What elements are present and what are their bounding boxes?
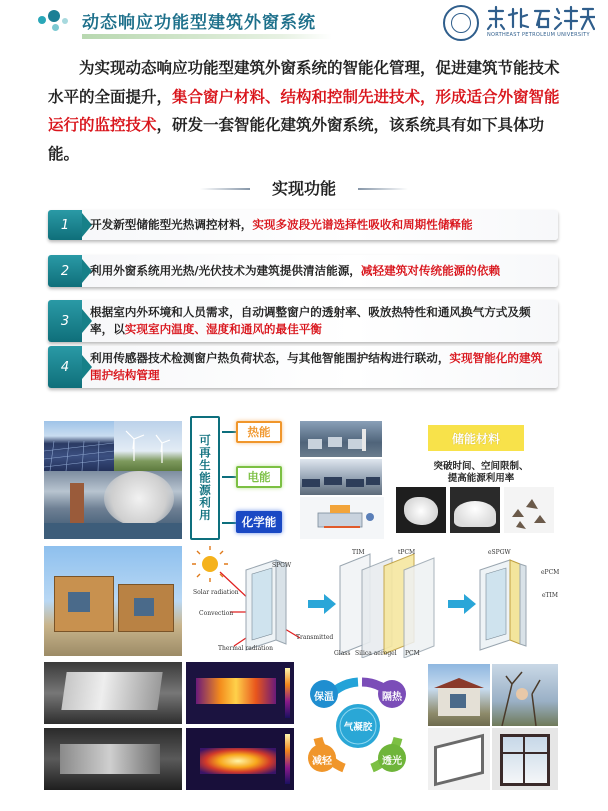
- window-layers: [340, 554, 434, 658]
- feature-text: 根据室内外环境和人员需求，自动调整窗户的透射率、吸放热特性和通风换气方式及频率，以实现室内温度、湿度和通风的最佳平衡: [90, 305, 531, 336]
- geothermal-steam-photo: [44, 471, 182, 539]
- storage-description: 突破时间、空间限制、 提高能源利用率: [433, 461, 529, 484]
- paraffin-sample-photo: [396, 487, 446, 533]
- window-structure-diagram: [190, 546, 570, 658]
- window-sample-photo-1: [44, 662, 182, 724]
- wheel-center-label: 气凝胶: [343, 722, 373, 733]
- logo-calligraphy: [485, 5, 595, 31]
- test-cabins-photo: [44, 546, 182, 656]
- intro-text-1: 为实现动态响应功能型建筑外窗系统的智能化管理，促进建筑节能技术水平的全面提升，: [48, 59, 560, 106]
- university-logo: [443, 5, 593, 43]
- feature-item-4: [48, 346, 558, 388]
- intro-paragraph: [48, 54, 573, 168]
- label-etim: eTIM: [542, 592, 559, 599]
- heat-energy-box: 热能: [236, 421, 282, 443]
- bracket-line-3: [222, 522, 236, 524]
- bracket-line-1: [222, 431, 236, 433]
- feature-item-3: [48, 300, 558, 342]
- feature-number: 3: [48, 300, 82, 342]
- label-solar-radiation: Solar radiation: [193, 589, 239, 596]
- powder-sample-photo: [450, 487, 500, 533]
- university-seal-icon: [443, 5, 479, 41]
- sun-icon: [192, 546, 228, 582]
- label-silica-aerogel: Silica aerogel: [355, 650, 397, 657]
- feature-text: 开发新型储能型光热调控材料，实现多波段光谱选择性吸收和周期性储释能: [90, 217, 473, 232]
- label-espgw: eSPGW: [488, 549, 511, 556]
- feature-text: 利用传感器技术检测窗户热负荷状态，与其他智能围护结构进行联动，实现智能化的建筑围护结构管理: [90, 351, 543, 382]
- thermal-image-1: [186, 662, 294, 724]
- window-sample-photo-2: [44, 728, 182, 790]
- wheel-label-insulation: 保温: [314, 692, 334, 703]
- intro-highlight: 集合窗户材料、结构和控制先进技术，形成适合外窗智能运行的监控技术: [48, 87, 560, 134]
- granule-sample-photo: [504, 487, 554, 533]
- decorative-dots-icon: [38, 10, 72, 32]
- page-header: [0, 0, 608, 44]
- label-thermal-radiation: Thermal radiation: [218, 645, 273, 652]
- field-measurement-photo: [492, 664, 558, 726]
- label-convection: Convection: [199, 610, 234, 617]
- label-tpcm: tPCM: [398, 549, 416, 556]
- test-house-photo: [428, 664, 490, 726]
- feature-item-1: [48, 210, 558, 240]
- window-frame-photo: [428, 728, 490, 790]
- bracket-line-2: [222, 476, 236, 478]
- feature-number: 1: [48, 210, 82, 240]
- chemical-energy-box: 化学能: [236, 511, 282, 533]
- feature-text: 利用外窗系统用光热/光伏技术为建筑提供清洁能源，减轻建筑对传统能源的依赖: [90, 263, 501, 278]
- wheel-label-lighten: 减轻: [312, 756, 332, 767]
- pv-array-photo: [300, 459, 382, 495]
- window-installation-photo: [492, 728, 558, 790]
- solar-thermal-field-photo: [300, 421, 382, 457]
- feature-item-2: [48, 255, 558, 287]
- label-epcm: ePCM: [541, 569, 560, 576]
- storage-material-box: 储能材料: [428, 425, 524, 451]
- intro-text-2: ，研发一套智能化建筑外窗系统，该系统具有如下具体功能。: [48, 116, 545, 163]
- thermal-image-2: [186, 728, 294, 790]
- feature-number: 2: [48, 255, 82, 287]
- electric-energy-box: 电能: [236, 466, 282, 488]
- feature-number: 4: [48, 346, 82, 388]
- section-heading: [200, 174, 408, 204]
- wheel-label-heat-block: 隔热: [382, 692, 402, 703]
- page-title: 动态响应功能型建筑外窗系统: [82, 13, 316, 33]
- chemical-reactor-diagram: [300, 497, 384, 539]
- heading-divider-right: [358, 188, 408, 190]
- wheel-label-transparent: 透光: [382, 756, 402, 767]
- title-underline: [82, 34, 332, 39]
- label-spgw: SPGW: [272, 562, 292, 569]
- wind-turbine-photo: [114, 421, 182, 471]
- label-pcm: PCM: [405, 650, 420, 657]
- solar-panel-photo: [44, 421, 114, 471]
- label-tim: TIM: [352, 549, 365, 556]
- renewable-energy-label: 可再生能源利用: [190, 416, 220, 540]
- section-title: 实现功能: [271, 179, 336, 198]
- label-transmitted: Transmitted: [296, 634, 334, 641]
- logo-subtitle: NORTHEAST PETROLEUM UNIVERSITY: [487, 32, 590, 38]
- label-glass: Glass: [334, 650, 351, 657]
